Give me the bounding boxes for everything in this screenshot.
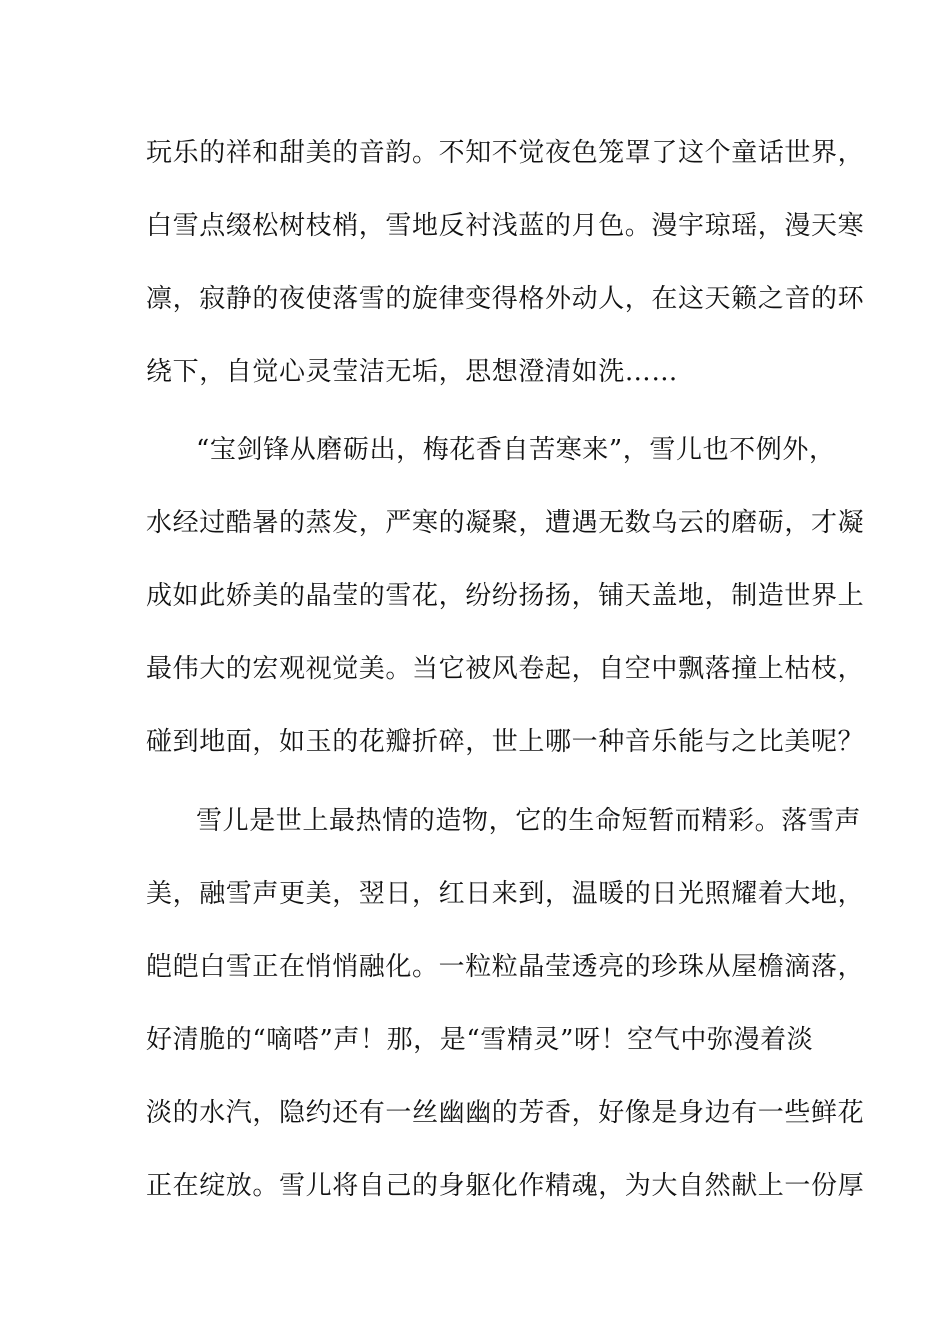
text-line-9: 碰到地面，如玉的花瓣折碎，世上哪一种音乐能与之比美呢？ [146,727,865,757]
text-line-2: 白雪点缀松树枝梢，雪地反衬浅蓝的月色。漫宇琼瑶，漫天寒 [146,211,865,241]
text-line-15: 正在绽放。雪儿将自己的身躯化作精魂，为大自然献上一份厚 [146,1171,865,1201]
text-line-5: “宝剑锋从磨砺出，梅花香自苦寒来”，雪儿也不例外， [196,435,836,465]
text-line-4: 绕下，自觉心灵莹洁无垢，思想澄清如洗…… [146,357,679,387]
text-line-3: 凛，寂静的夜使落雪的旋律变得格外动人，在这天籁之音的环 [146,284,865,314]
text-line-13: 好清脆的“嘀嗒”声！那，是“雪精灵”呀！空气中弥漫着淡 [146,1025,814,1055]
text-line-10: 雪儿是世上最热情的造物，它的生命短暂而精彩。落雪声 [196,806,862,836]
text-line-12: 皑皑白雪正在悄悄融化。一粒粒晶莹透亮的珍珠从屋檐滴落， [146,952,865,982]
text-line-1: 玩乐的祥和甜美的音韵。不知不觉夜色笼罩了这个童话世界， [146,138,865,168]
text-line-14: 淡的水汽，隐约还有一丝幽幽的芳香，好像是身边有一些鲜花 [146,1098,865,1128]
text-line-11: 美，融雪声更美，翌日，红日来到，温暖的日光照耀着大地， [146,879,865,909]
text-line-6: 水经过酷暑的蒸发，严寒的凝聚，遭遇无数乌云的磨砺，才凝 [146,508,865,538]
text-line-7: 成如此娇美的晶莹的雪花，纷纷扬扬，铺天盖地，制造世界上 [146,581,865,611]
text-line-8: 最伟大的宏观视觉美。当它被风卷起，自空中飘落撞上枯枝， [146,654,865,684]
